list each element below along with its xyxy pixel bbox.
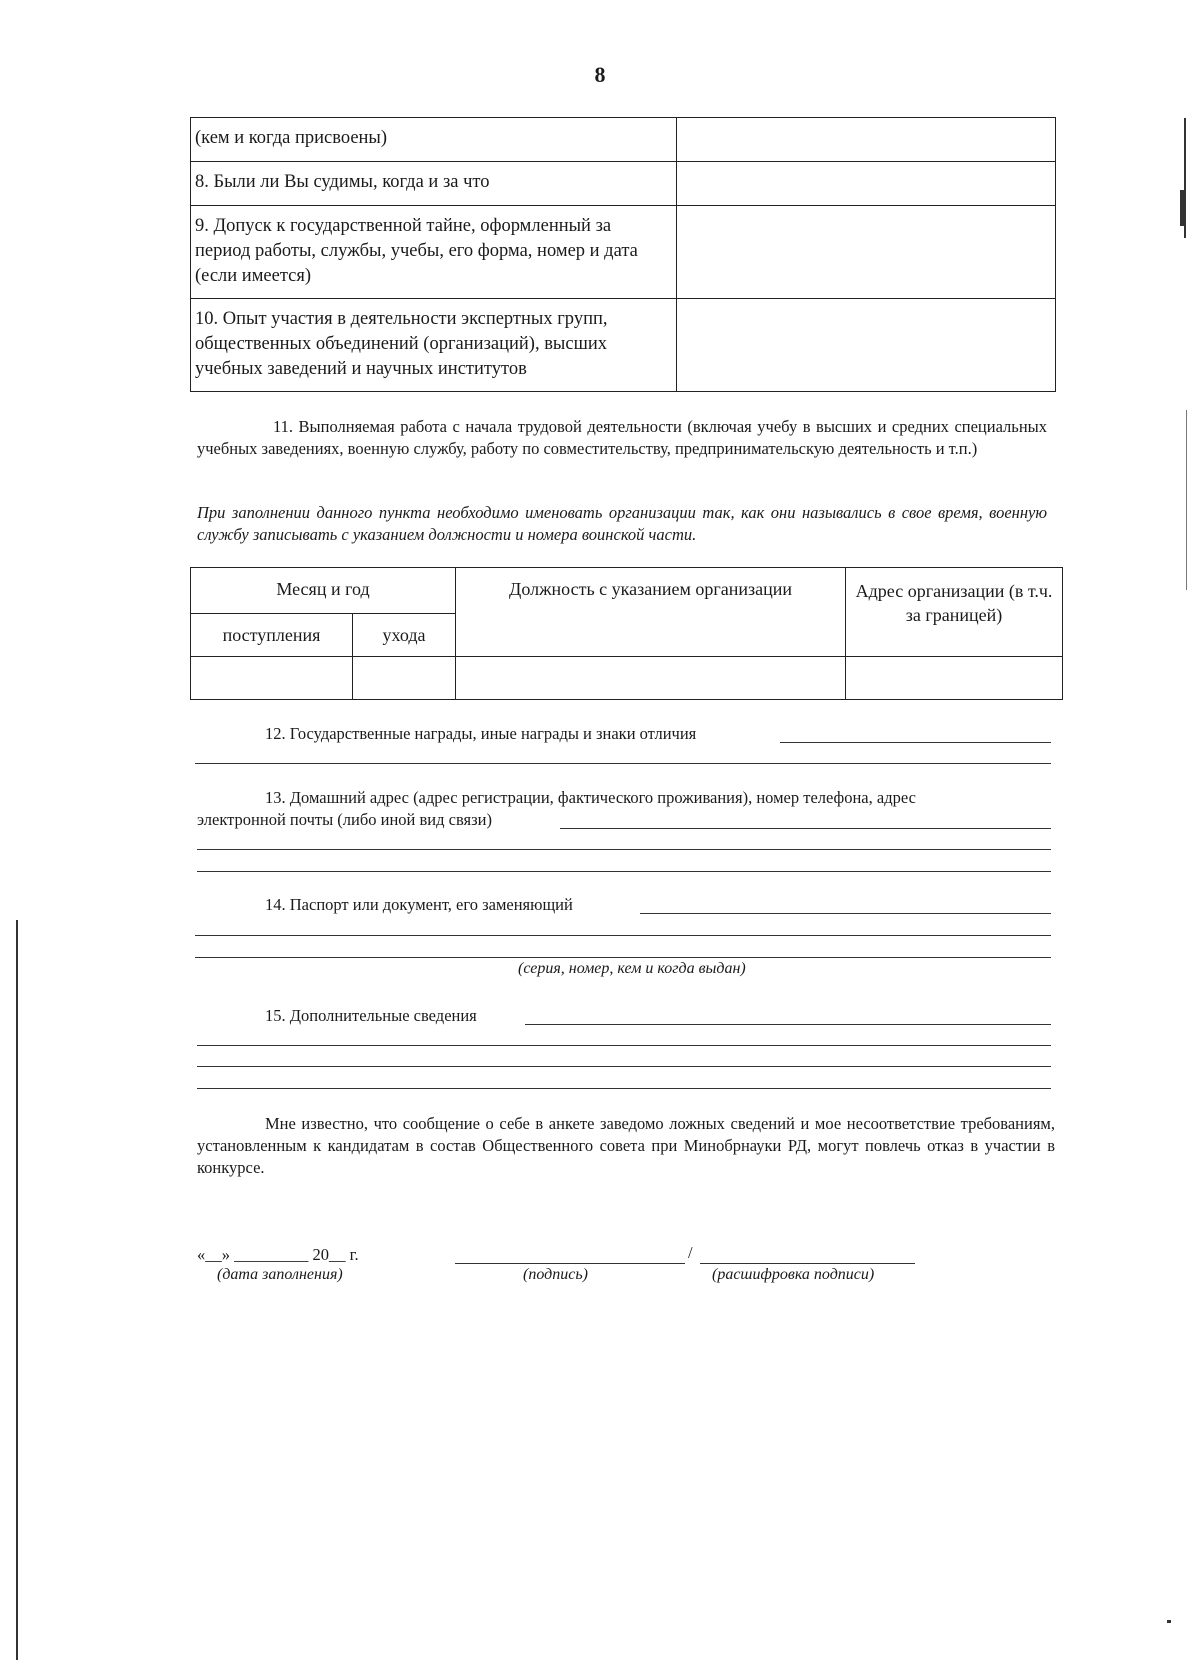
section-15-label: 15. Дополнительные сведения — [265, 1006, 481, 1026]
address-cell[interactable] — [846, 657, 1063, 700]
answer-cell[interactable] — [677, 162, 1056, 206]
address-line[interactable] — [560, 828, 1051, 829]
date-field[interactable]: «__» _________ 20__ г. — [197, 1245, 359, 1264]
scan-dot — [1167, 1620, 1171, 1623]
scan-edge-mark — [1180, 190, 1184, 226]
table-row — [191, 299, 1056, 392]
start-header: поступления — [191, 614, 353, 657]
section-12-label: 12. Государственные награды, иные награды и знаки отличия — [265, 724, 700, 744]
work-history-table — [190, 567, 1063, 700]
section-14-label: 14. Паспорт или документ, его заменяющий — [265, 895, 577, 915]
slash: / — [688, 1243, 693, 1262]
answer-cell[interactable] — [677, 299, 1056, 392]
start-cell[interactable] — [191, 657, 353, 700]
additional-line-3[interactable] — [197, 1066, 1051, 1067]
additional-line[interactable] — [525, 1024, 1051, 1025]
signature-decode-line[interactable] — [700, 1263, 915, 1264]
questions-table — [190, 117, 1056, 392]
table-row — [191, 206, 1056, 299]
address-line-2[interactable] — [197, 849, 1051, 850]
scan-edge-mark — [1186, 410, 1187, 590]
passport-line-3[interactable] — [195, 957, 1051, 958]
address-header: Адрес организации (в т.ч. за границей) — [846, 568, 1063, 657]
table-row — [191, 657, 1063, 700]
end-cell[interactable] — [353, 657, 456, 700]
position-header: Должность с указанием организации — [456, 568, 846, 657]
question-cell: 10. Опыт участия в деятельности экспертных групп, общественных объединений (организаций), высших учебных заведений и научных институтов — [191, 299, 677, 392]
answer-cell[interactable] — [677, 118, 1056, 162]
page-number: 8 — [594, 62, 606, 87]
question-cell: (кем и когда присвоены) — [191, 118, 677, 162]
passport-line[interactable] — [640, 913, 1051, 914]
declaration-text: Мне известно, что сообщение о себе в анкете заведомо ложных сведений и мое несоответствие требованиям, установленным к кандидатам в состав Общественного совета при Минобрнауки РД, могут повлечь отказ в участии в конкурсе. — [197, 1114, 1055, 1177]
scan-edge-mark — [16, 920, 18, 1660]
signature-decode-caption: (расшифровка подписи) — [712, 1266, 875, 1283]
scan-edge-mark — [1184, 118, 1186, 238]
position-cell[interactable] — [456, 657, 846, 700]
question-cell: 8. Были ли Вы судимы, когда и за что — [191, 162, 677, 206]
date-caption: (дата заполнения) — [217, 1266, 343, 1283]
passport-caption: (серия, номер, кем и когда выдан) — [518, 960, 746, 977]
passport-line-2[interactable] — [195, 935, 1051, 936]
section-11-text: 11. Выполняемая работа с начала трудовой деятельности (включая учебу в высших и средних специальных учебных заведениях, военную службу, работу по совместительству, предпринимательскую деятельность и т.п.) — [197, 417, 1047, 458]
section-13-line-2: электронной почты (либо иной вид связи) — [197, 810, 496, 830]
signature-line[interactable] — [455, 1263, 685, 1264]
signature-caption: (подпись) — [523, 1266, 588, 1283]
table-row — [191, 162, 1056, 206]
table-header-row — [191, 568, 1063, 614]
address-line-3[interactable] — [197, 871, 1051, 872]
additional-line-4[interactable] — [197, 1088, 1051, 1089]
table-row — [191, 118, 1056, 162]
section-13-line-1: 13. Домашний адрес (адрес регистрации, фактического проживания), номер телефона, адрес — [265, 788, 916, 807]
end-header: ухода — [353, 614, 456, 657]
section-11-note: При заполнении данного пункта необходимо именовать организации так, как они назывались в свое время, военную службу записывать с указанием должности и номера воинской части. — [197, 503, 1047, 544]
awards-line-2[interactable] — [195, 763, 1051, 764]
additional-line-2[interactable] — [197, 1045, 1051, 1046]
awards-line[interactable] — [780, 742, 1051, 743]
answer-cell[interactable] — [677, 206, 1056, 299]
month-year-header: Месяц и год — [191, 568, 456, 614]
question-cell: 9. Допуск к государственной тайне, оформленный за период работы, службы, учебы, его форма, номер и дата (если имеется) — [191, 206, 677, 299]
